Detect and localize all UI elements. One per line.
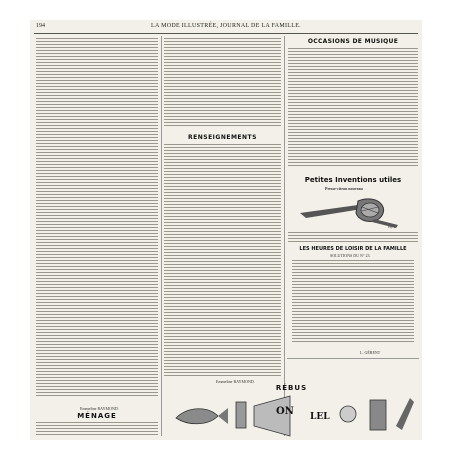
rebus-word-lel: LEL: [310, 412, 330, 422]
presse-citron-subheading: Presse-citron nouveau: [325, 186, 363, 191]
right-bottom-rule: [287, 358, 419, 359]
menage-heading: MÉNAGE: [77, 412, 117, 420]
middle-signature: Emmeline RAYMOND.: [216, 379, 255, 384]
occasions-text: [288, 48, 418, 168]
figure-label: Fig. 1: [388, 225, 396, 229]
heures-de-loisir-heading: LES HEURES DE LOISIR DE LA FAMILLE: [299, 246, 407, 252]
menage-text: [36, 422, 158, 437]
page-number: 194: [36, 23, 45, 29]
middle-top-text: [164, 38, 281, 128]
journal-title: LA MODE ILLUSTRÉE, JOURNAL DE LA FAMILLE.: [151, 23, 301, 29]
column-divider-left: [161, 36, 162, 436]
occasions-heading: OCCASIONS DE MUSIQUE: [307, 38, 399, 45]
rebus-word-on: ON: [276, 406, 294, 417]
inventions-text: [288, 232, 418, 244]
petites-inventions-heading: Petites Inventions utiles: [304, 176, 402, 184]
column-divider-right: [284, 36, 285, 436]
solutions-text: [292, 260, 414, 344]
page-header: [30, 23, 422, 33]
renseignements-heading: RENSEIGNEMENTS: [188, 134, 257, 141]
left-column-text: [36, 38, 158, 398]
rebus-heading: RÉBUS: [275, 384, 308, 392]
middle-body-text: [164, 144, 281, 378]
right-signature: L. GÉRENT: [360, 350, 381, 355]
solutions-subheading: SOLUTIONS DU N° 23.: [330, 253, 371, 258]
left-signature: Emmeline RAYMOND.: [80, 406, 119, 411]
newspaper-page: [30, 20, 422, 440]
header-rule: [34, 33, 418, 34]
